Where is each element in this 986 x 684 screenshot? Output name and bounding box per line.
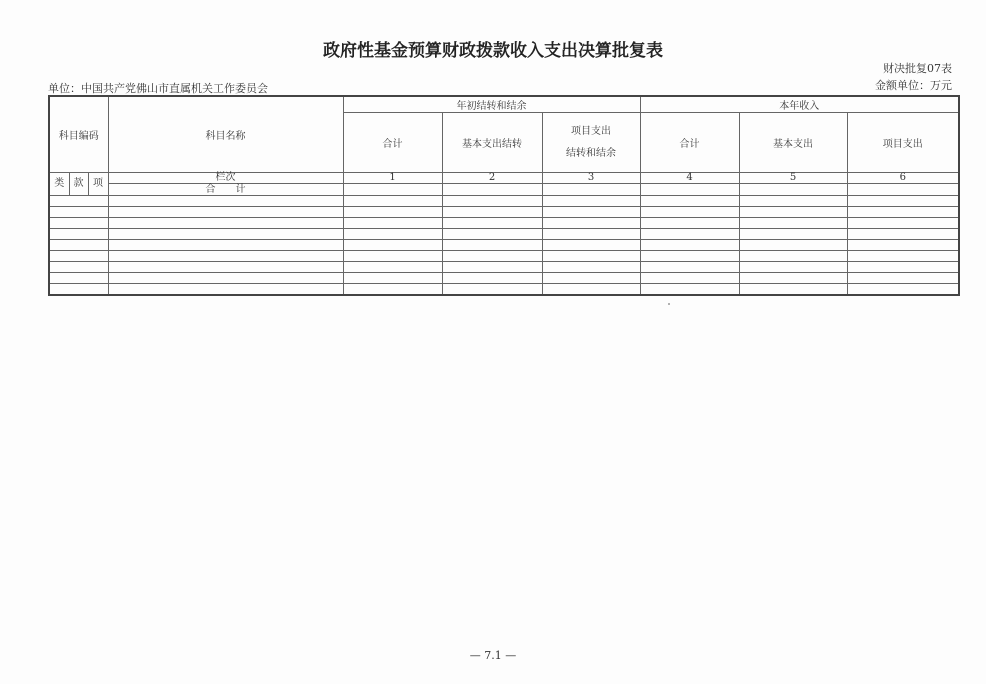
table-cell bbox=[739, 284, 847, 296]
table-cell bbox=[343, 284, 442, 296]
column-number: 2 bbox=[442, 173, 542, 184]
table-cell bbox=[108, 273, 343, 284]
total-cell bbox=[640, 184, 739, 196]
table-cell bbox=[847, 229, 959, 240]
table-cell bbox=[49, 284, 108, 296]
column-number: 1 bbox=[343, 173, 442, 184]
table-cell bbox=[49, 240, 108, 251]
table-cell bbox=[108, 284, 343, 296]
header-current-total: 合计 bbox=[640, 113, 739, 173]
table-cell bbox=[640, 229, 739, 240]
table-row bbox=[49, 273, 959, 284]
table-cell bbox=[847, 273, 959, 284]
table-cell bbox=[442, 240, 542, 251]
table-cell bbox=[49, 273, 108, 284]
table-cell bbox=[739, 218, 847, 229]
table-cell bbox=[108, 240, 343, 251]
total-row-label: 合 计 bbox=[108, 184, 343, 196]
table-cell bbox=[542, 251, 640, 262]
table-cell bbox=[542, 207, 640, 218]
header-subject-code: 科目编码 bbox=[49, 96, 108, 173]
header-opening-total: 合计 bbox=[343, 113, 442, 173]
table-row bbox=[49, 251, 959, 262]
table-cell bbox=[847, 251, 959, 262]
unit-label: 单位：中国共产党佛山市直属机关工作委员会 bbox=[48, 82, 268, 95]
table-cell bbox=[442, 262, 542, 273]
page-title: 政府性基金预算财政拨款收入支出决算批复表 bbox=[323, 41, 663, 61]
code-item: 项 bbox=[88, 173, 108, 196]
table-cell bbox=[739, 262, 847, 273]
total-cell bbox=[343, 184, 442, 196]
table-row bbox=[49, 207, 959, 218]
column-number: 3 bbox=[542, 173, 640, 184]
table-cell bbox=[847, 240, 959, 251]
header-current-basic: 基本支出 bbox=[739, 113, 847, 173]
table-cell bbox=[49, 262, 108, 273]
table-cell bbox=[49, 218, 108, 229]
table-cell bbox=[442, 251, 542, 262]
table-cell bbox=[739, 273, 847, 284]
code-section: 款 bbox=[69, 173, 88, 196]
budget-table bbox=[48, 95, 960, 296]
header-group-current: 本年收入 bbox=[640, 96, 959, 113]
table-cell bbox=[640, 273, 739, 284]
table-cell bbox=[108, 218, 343, 229]
table-cell bbox=[640, 262, 739, 273]
table-cell bbox=[739, 240, 847, 251]
table-cell bbox=[343, 262, 442, 273]
page-number: — 7.1 — bbox=[469, 649, 517, 662]
table-cell bbox=[847, 284, 959, 296]
table-cell bbox=[49, 251, 108, 262]
table-row bbox=[49, 262, 959, 273]
table-cell bbox=[847, 207, 959, 218]
total-cell bbox=[739, 184, 847, 196]
table-cell bbox=[442, 207, 542, 218]
table-row bbox=[49, 284, 959, 296]
total-cell bbox=[442, 184, 542, 196]
table-cell bbox=[108, 207, 343, 218]
header-group-opening: 年初结转和结余 bbox=[343, 96, 640, 113]
table-cell bbox=[343, 218, 442, 229]
table-cell bbox=[108, 262, 343, 273]
table-cell bbox=[442, 284, 542, 296]
table-cell bbox=[542, 240, 640, 251]
table-cell bbox=[49, 207, 108, 218]
table-cell bbox=[49, 196, 108, 207]
table-cell bbox=[442, 196, 542, 207]
table-cell bbox=[108, 229, 343, 240]
table-cell bbox=[343, 240, 442, 251]
total-cell bbox=[542, 184, 640, 196]
table-row bbox=[49, 218, 959, 229]
table-cell bbox=[739, 251, 847, 262]
scan-speck bbox=[668, 303, 670, 305]
table-cell bbox=[739, 207, 847, 218]
table-cell bbox=[640, 218, 739, 229]
header-subject-name: 科目名称 bbox=[108, 96, 343, 173]
table-cell bbox=[343, 207, 442, 218]
table-cell bbox=[739, 196, 847, 207]
header-opening-project bbox=[542, 113, 640, 173]
table-cell bbox=[49, 229, 108, 240]
table-cell bbox=[640, 251, 739, 262]
header-current-project: 项目支出 bbox=[847, 113, 959, 173]
table-row bbox=[49, 240, 959, 251]
table-row bbox=[49, 196, 959, 207]
amount-unit: 金额单位：万元 bbox=[875, 79, 952, 92]
table-cell bbox=[847, 262, 959, 273]
table-cell bbox=[542, 284, 640, 296]
column-order-label: 栏次 bbox=[108, 173, 343, 184]
total-cell bbox=[847, 184, 959, 196]
column-number: 6 bbox=[847, 173, 959, 184]
table-cell bbox=[343, 229, 442, 240]
table-cell bbox=[640, 284, 739, 296]
header-opening-project-line2: 结转和结余 bbox=[566, 147, 617, 159]
table-cell bbox=[542, 262, 640, 273]
column-number: 5 bbox=[739, 173, 847, 184]
code-class: 类 bbox=[49, 173, 69, 196]
table-cell bbox=[542, 196, 640, 207]
table-cell bbox=[542, 273, 640, 284]
table-cell bbox=[739, 229, 847, 240]
table-cell bbox=[640, 196, 739, 207]
table-cell bbox=[343, 196, 442, 207]
table-cell bbox=[442, 218, 542, 229]
table-cell bbox=[640, 240, 739, 251]
table-cell bbox=[108, 251, 343, 262]
table-cell bbox=[343, 273, 442, 284]
header-opening-basic: 基本支出结转 bbox=[442, 113, 542, 173]
column-number: 4 bbox=[640, 173, 739, 184]
table-row bbox=[49, 229, 959, 240]
form-code: 财决批复07表 bbox=[883, 62, 952, 75]
table-cell bbox=[442, 229, 542, 240]
table-cell bbox=[847, 218, 959, 229]
table-cell bbox=[108, 196, 343, 207]
table-cell bbox=[442, 273, 542, 284]
table-cell bbox=[847, 196, 959, 207]
header-opening-project-line1: 项目支出 bbox=[571, 125, 612, 137]
table-cell bbox=[640, 207, 739, 218]
table-cell bbox=[343, 251, 442, 262]
table-cell bbox=[542, 229, 640, 240]
table-cell bbox=[542, 218, 640, 229]
